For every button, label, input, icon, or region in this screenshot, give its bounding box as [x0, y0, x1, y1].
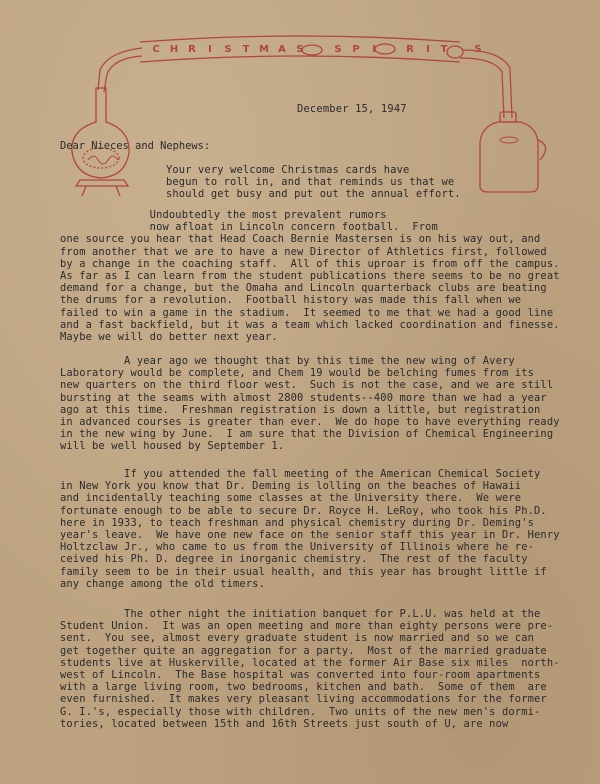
- banner-letter: R: [406, 44, 414, 55]
- banner-letter: S: [474, 44, 482, 55]
- banner-letter: P: [352, 44, 360, 55]
- banner-letter: S: [224, 44, 232, 55]
- banner-letter: I: [426, 44, 430, 55]
- paragraph-football: Undoubtedly the most prevalent rumors now afloat in Lincoln concern football. From one source you hear that Head Coach Bernie Mastersen is on his way out, and from another that we are to have a new Director of Athletics first, followed by a change in the coaching staff. All of this uproar is from off the campus. As far as I can learn from the student publications there seems to be no great demand for a change, but the Omaha and Lincoln quarterback clubs are beating the drums for a revolution. Football history was made this fall when we failed to win a game in the stadium. It seemed to me that we had a good line and a fast backfield, but it was a team which lacked coordination and finesse. Maybe we will do better next year.: [60, 209, 560, 344]
- letter-date: December 15, 1947: [297, 103, 407, 115]
- banner-letter: S: [296, 44, 304, 55]
- jug-icon: [480, 112, 546, 192]
- paragraph-faculty: If you attended the fall meeting of the American Chemical Society in New York you know that Dr. Deming is lolling on the beaches of Hawaii and incidentally teaching some classes at the University there. We were fortunate enough to be able to secure Dr. Royce H. LeRoy, who took his Ph.D. here in 1933, to teach freshman and physical chemistry during Dr. Deming's year's leave. We have one new face on the senior staff this year in Dr. Henry Holtzclaw Jr., who came to us from the University of Illinois where he re- ceived his Ph. D. degree in inorganic chemistry. The rest of the faculty family seem to be in their usual health, and this year has brought little if any change among the old timers.: [60, 468, 560, 590]
- banner-letter: C: [152, 44, 160, 55]
- banner-letter: H: [169, 44, 179, 55]
- banner-letter: I: [208, 44, 212, 55]
- salutation: Dear Nieces and Nephews:: [60, 140, 211, 152]
- banner-letter: A: [278, 44, 286, 55]
- paragraph-intro: Your very welcome Christmas cards have begun to roll in, and that reminds us that we should get busy and put out the annual effort.: [166, 164, 461, 201]
- banner-letter: R: [188, 44, 196, 55]
- banner-letter: M: [259, 44, 269, 55]
- banner-letter: T: [440, 44, 448, 55]
- paragraph-avery-laboratory: A year ago we thought that by this time the new wing of Avery Laboratory would be complete, and Chem 19 would be belching fumes from its new quarters on the third floor west. Such is not the case, and we are still bursting at the seams with almost 2800 students--400 more than we had a year ago at this time. Freshman registration is down a little, but registration in advanced courses is greater than ever. We do hope to have everything ready in the new wing by June. I am sure that the Division of Chemical Engineering will be well housed by September 1.: [60, 355, 560, 453]
- banner-letter: T: [242, 44, 250, 55]
- paragraph-banquet: The other night the initiation banquet for P.L.U. was held at the Student Union. It was an open meeting and more than eighty persons were pre- sent. You see, almost every graduate student is now married and so we can get together quite an aggregation for a party. Most of the married graduate students live at Huskerville, located at the former Air Base six miles north- west of Lincoln. The Base hospital was converted into four-room apartments with a large living room, two bedrooms, kitchen and bath. Some of them are even furnished. It makes very pleasant living accommodations for the former G. I.'s, especially those with children. Two units of the new men's dormi- tories, located between 15th and 16th Streets just south of U, are now: [60, 608, 560, 730]
- banner-letter: I: [372, 44, 376, 55]
- banner-letter: S: [334, 44, 342, 55]
